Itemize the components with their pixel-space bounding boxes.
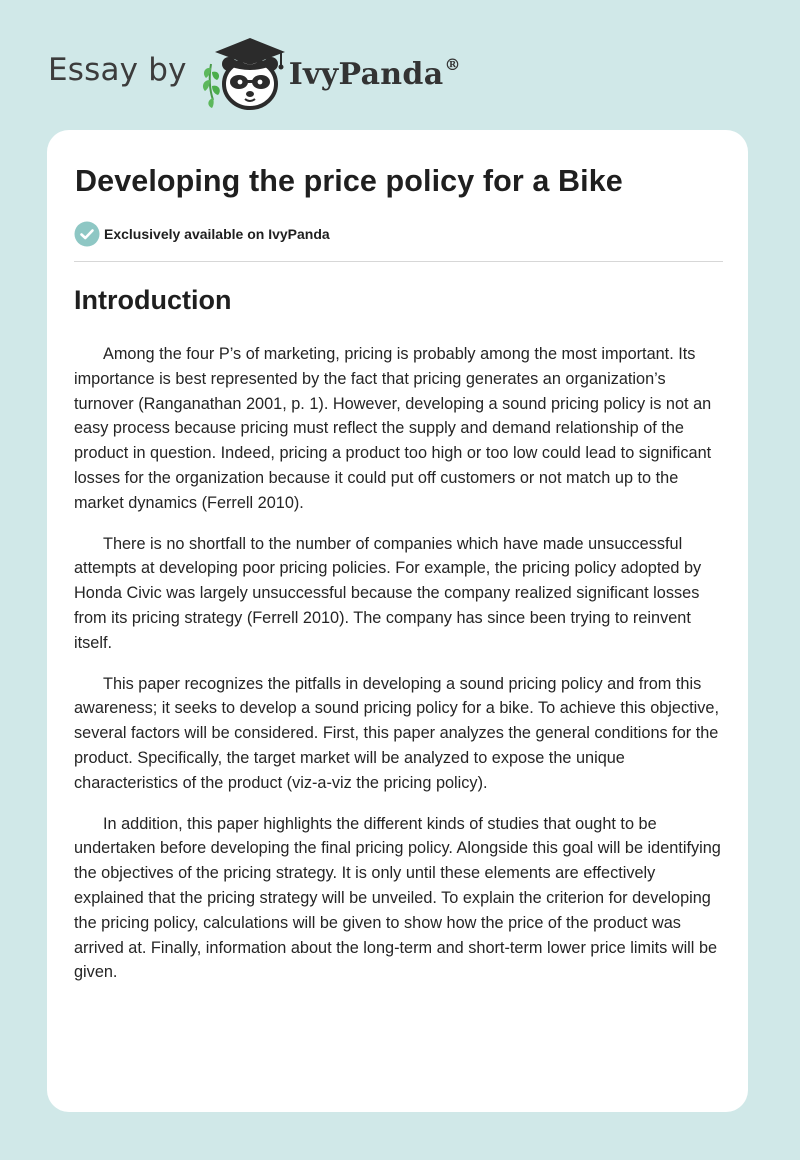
section-heading-introduction: Introduction: [74, 285, 232, 315]
essay-body: [74, 342, 724, 1001]
exclusive-badge: [74, 221, 330, 247]
paragraph: In addition, this paper highlights the different kinds of studies that ought to be undertaken before developing the final pricing policy. Alongside this goal will be identifying the objectives of the pricing strategy. It is only until these elements are effectively explained that the pricing strategy will be unveiled. To explain the criterion for developing the pricing policy, calculations will be given to show how the price of the product was arrived at. Finally, information about the long-term and short-term lower price limits will be given.: [74, 814, 721, 982]
registered-mark: ®: [444, 54, 461, 74]
site-header: [48, 34, 461, 114]
panda-graduate-logo-icon[interactable]: [199, 34, 291, 114]
exclusive-badge-text: Exclusively available on IvyPanda: [104, 226, 330, 242]
essay-by-label: Essay by: [48, 52, 187, 88]
check-circle-icon: [74, 221, 100, 247]
brand-name-text: IvyPanda: [288, 56, 444, 92]
paragraph: There is no shortfall to the number of companies which have made unsuccessful attempts at developing poor pricing policies. For example, the pricing policy adopted by Honda Civic was largely unsuccessful because the company realized significant losses from its pricing strategy (Ferrell 2010). The company has since been trying to reinvent itself.: [74, 534, 702, 652]
ivy-leaf-icon: [203, 64, 220, 108]
paragraph: This paper recognizes the pitfalls in developing a sound pricing policy and from this awareness; it seeks to develop a sound pricing policy for a bike. To achieve this objective, several factors will be considered. First, this paper analyzes the general conditions for the product. Specifically, the target market will be analyzed to expose the unique characteristics of the product (viz-a-viz the pricing policy).: [74, 674, 719, 792]
essay-title: Developing the price policy for a Bike: [75, 164, 623, 198]
brand-name[interactable]: [289, 55, 461, 92]
title-divider: [74, 261, 723, 262]
essay-card: [47, 130, 748, 1112]
paragraph: Among the four P’s of marketing, pricing is probably among the most important. Its importance is best represented by the fact that pricing generates an organization’s turnover (Ranganathan 2001, p. 1). However, developing a sound pricing policy is not an easy process because pricing must reflect the supply and demand relationship of the product in question. Indeed, pricing a product too high or too low could lead to significant losses for the organization because it could put off customers or not match up to the market dynamics (Ferrell 2010).: [74, 345, 712, 512]
